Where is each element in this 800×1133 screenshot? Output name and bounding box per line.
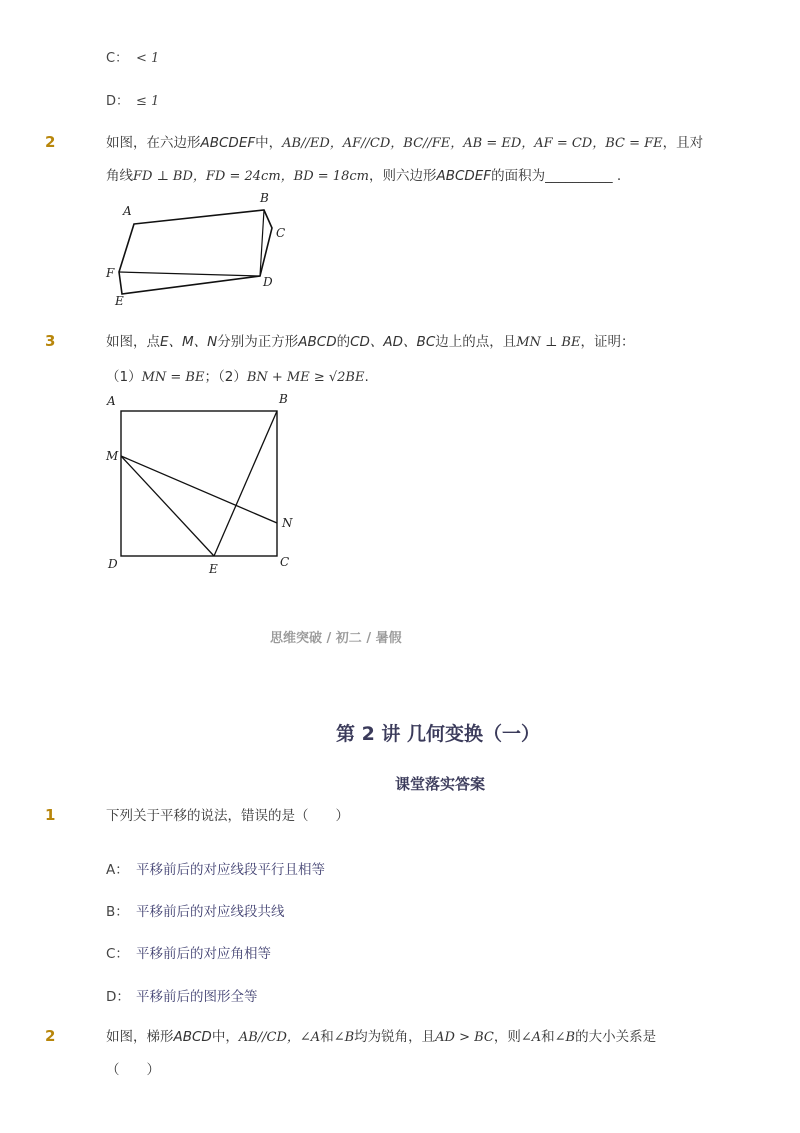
text: 如图，梯形 (106, 1029, 174, 1045)
label-d: D (263, 275, 273, 289)
label-b: B (260, 191, 269, 205)
square-outline (121, 411, 277, 556)
option-text: 平移前后的图形全等 (136, 989, 258, 1005)
math-expression: AD > BC (435, 1030, 494, 1045)
text: 如图，在六边形 (106, 135, 201, 151)
option-b[interactable] (106, 900, 285, 920)
question-2-line-1 (106, 133, 703, 154)
option-a[interactable] (106, 858, 325, 878)
text: 分别为正方形 (217, 334, 299, 350)
text: 如图，点 (106, 334, 160, 350)
option-text: 平移前后的对应线段平行且相等 (136, 862, 325, 878)
question-text-line-2: （ ） (106, 1062, 160, 1078)
text: 角线 (106, 168, 133, 184)
math-expression: ∠A (520, 1030, 542, 1045)
option-value: < 1 (136, 51, 160, 66)
text: ABCD (298, 334, 337, 350)
text: 均为锐角，且 (354, 1029, 436, 1045)
question-2-line-2 (106, 166, 621, 187)
option-label: D： (106, 989, 130, 1005)
option-c[interactable] (106, 47, 159, 66)
option-label: C： (106, 51, 129, 66)
option-c[interactable] (106, 942, 271, 962)
text: 中， (211, 1029, 239, 1045)
text: 边上的点，且 (435, 334, 517, 350)
option-d[interactable] (106, 985, 258, 1005)
label-f: F (106, 266, 115, 280)
option-value: ≤ 1 (136, 94, 160, 109)
text: 中， (255, 135, 283, 151)
label-m: M (106, 449, 119, 463)
text: ，且对 (662, 135, 704, 151)
math-expression: MN = BE (141, 370, 205, 385)
question-number: 3 (45, 332, 56, 350)
text: 和 (320, 1029, 334, 1045)
text: ，证明： (580, 334, 635, 350)
label-a: A (107, 394, 116, 408)
question-3-line-2 (106, 367, 369, 388)
math-expression: AB//ED，AF//CD，BC//FE，AB = ED，AF = CD，BC = FE (282, 136, 663, 151)
segment-me (121, 456, 214, 556)
math-expression: ∠B (554, 1030, 576, 1045)
question-number: 2 (45, 1027, 56, 1045)
hexagon-figure (100, 188, 300, 313)
question-number: 2 (45, 133, 56, 151)
label-c: C (280, 555, 290, 569)
text: ，则六边形 (368, 168, 437, 184)
label-n: N (282, 516, 293, 530)
label-e: E (209, 562, 218, 576)
label-e: E (115, 294, 124, 308)
section-title: 课堂落实答案 (394, 775, 485, 793)
text: E、M、N (160, 334, 218, 350)
option-label: A： (106, 862, 129, 878)
math-expression: BN + ME ≥ √2BE (246, 370, 365, 385)
text: ，则 (493, 1029, 521, 1045)
lecture-title: 第 2 讲 几何变换（一） (335, 723, 541, 745)
label-d: D (108, 557, 118, 571)
text: ABCDEF (200, 135, 256, 151)
math-expression: ∠B (333, 1030, 355, 1045)
segment-be (214, 411, 277, 556)
page-footer: 思维突破 / 初二 / 暑假 (270, 631, 402, 646)
text: ；（2） (204, 369, 247, 385)
text: 的面积为__________ . (491, 168, 622, 184)
text: （1） (106, 369, 142, 385)
text: ABCD (173, 1029, 212, 1045)
label-c: C (276, 226, 286, 240)
math-expression: MN ⊥ BE (516, 335, 581, 350)
question-3-line-1 (106, 332, 634, 353)
text: 的大小关系是 (575, 1029, 657, 1045)
math-expression: FD ⊥ BD，FD = 24cm，BD = 18cm (133, 169, 369, 184)
label-a: A (123, 204, 132, 218)
question-text: 下列关于平移的说法，错误的是（ ） (106, 808, 349, 824)
option-label: D： (106, 94, 130, 109)
square-figure (100, 390, 305, 580)
question-number: 1 (45, 806, 56, 824)
option-d[interactable] (106, 90, 159, 109)
option-text: 平移前后的对应角相等 (136, 946, 271, 962)
text: ABCDEF (436, 168, 492, 184)
label-b: B (279, 392, 288, 406)
text: . (364, 369, 369, 385)
text: 和 (541, 1029, 555, 1045)
question-text-line-1 (106, 1027, 656, 1048)
hexagon-outline (119, 210, 272, 294)
text: CD、AD、BC (350, 334, 436, 350)
text: 的 (336, 334, 351, 350)
math-expression: AB//CD，∠A (238, 1030, 321, 1045)
diagonal-fd (119, 272, 260, 276)
option-text: 平移前后的对应线段共线 (136, 904, 285, 920)
option-label: B： (106, 904, 129, 920)
option-label: C： (106, 946, 129, 962)
